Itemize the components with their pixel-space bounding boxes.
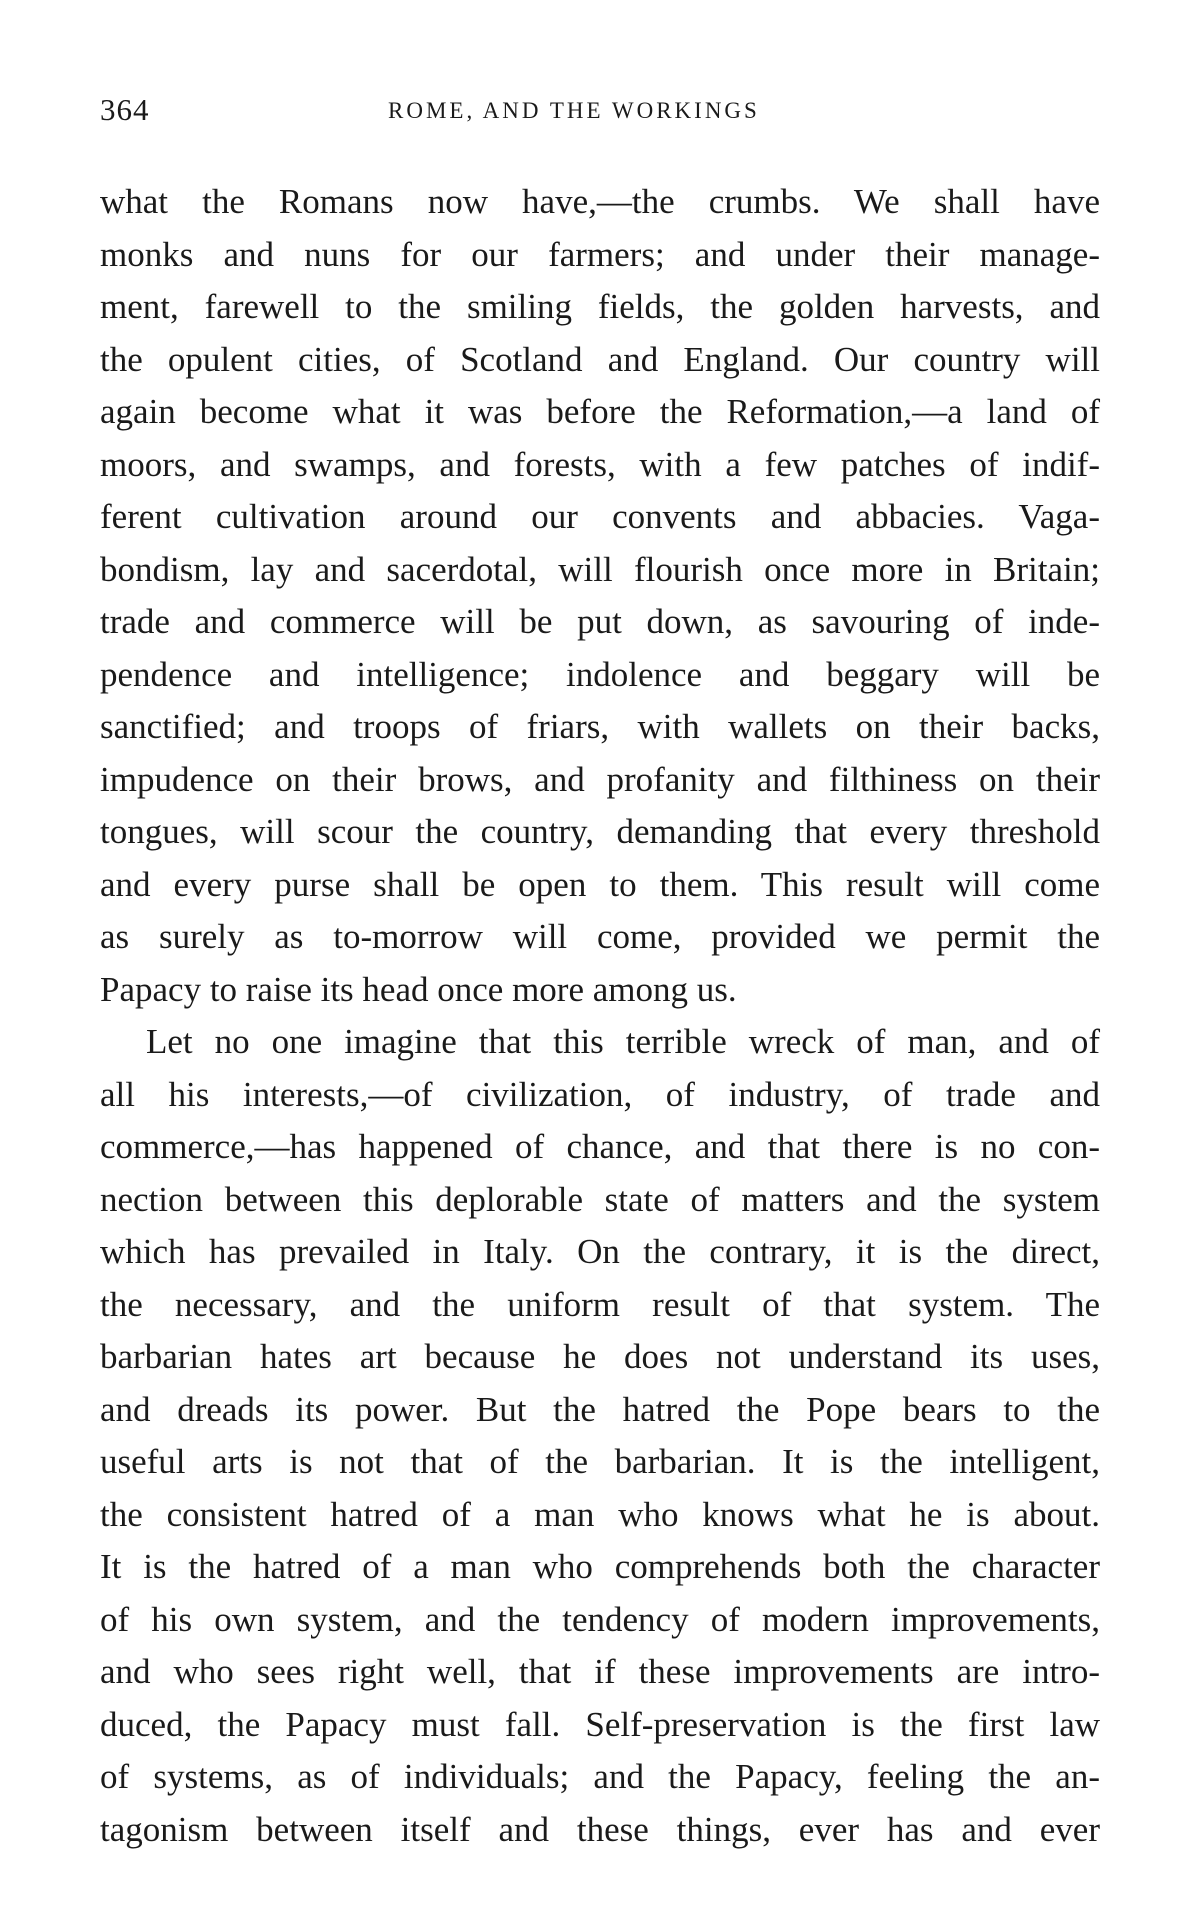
text-line: the opulent cities, of Scotland and England. Our country will [100,339,1100,379]
text-line: all his interests,—of civilization, of industry, of trade and [100,1074,1100,1114]
text-line: the consistent hatred of a man who knows what he is about. [100,1494,1100,1534]
text-line: which has prevailed in Italy. On the contrary, it is the direct, [100,1232,1100,1271]
text-line: commerce,—has happened of chance, and that there is no con- [100,1127,1100,1166]
text-line: duced, the Papacy must fall. Self-preservation is the first law [100,1704,1100,1744]
text-line: what the Romans now have,—the crumbs. We shall have [100,182,1100,221]
paragraph-start-line: Let no one imagine that this terrible wreck of man, and of [146,1022,1100,1061]
text-line: ferent cultivation around our convents and abbacies. Vaga- [100,497,1100,536]
text-line: monks and nuns for our farmers; and under their manage- [100,234,1100,274]
text-line: and dreads its power. But the hatred the Pope bears to the [100,1389,1100,1429]
text-line: impudence on their brows, and profanity and filthiness on their [100,759,1100,799]
text-line: as surely as to-morrow will come, provided we permit the [100,917,1100,956]
text-line: nection between this deplorable state of matters and the system [100,1179,1100,1219]
text-line: sanctified; and troops of friars, with wallets on their backs, [100,707,1100,746]
text-line: of systems, as of individuals; and the Papacy, feeling the an- [100,1757,1100,1796]
text-line: barbarian hates art because he does not understand its uses, [100,1337,1100,1376]
text-line: of his own system, and the tendency of modern improvements, [100,1599,1100,1639]
running-title: ROME, AND THE WORKINGS [388,98,760,123]
text-line: moors, and swamps, and forests, with a few patches of indif- [100,444,1100,484]
text-line: It is the hatred of a man who comprehends both the character [100,1547,1100,1586]
text-line: bondism, lay and sacerdotal, will flourish once more in Britain; [100,549,1100,589]
text-line: the necessary, and the uniform result of that system. The [100,1284,1100,1324]
text-line: useful arts is not that of the barbarian. It is the intelligent, [100,1442,1100,1481]
running-head [100,92,1100,136]
text-line: and who sees right well, that if these improvements are intro- [100,1652,1100,1691]
text-line: and every purse shall be open to them. This result will come [100,864,1100,904]
body-text [100,176,1100,1856]
text-line: tongues, will scour the country, demanding that every threshold [100,812,1100,851]
text-line: pendence and intelligence; indolence and beggary will be [100,654,1100,694]
text-line: tagonism between itself and these things, ever has and ever [100,1809,1100,1849]
text-line: again become what it was before the Reformation,—a land of [100,392,1100,431]
text-line: ment, farewell to the smiling fields, the golden harvests, and [100,287,1100,326]
paragraph-end-line: Papacy to raise its head once more among us. [100,969,737,1009]
text-line: trade and commerce will be put down, as savouring of inde- [100,602,1100,641]
page-number: 364 [100,92,150,127]
